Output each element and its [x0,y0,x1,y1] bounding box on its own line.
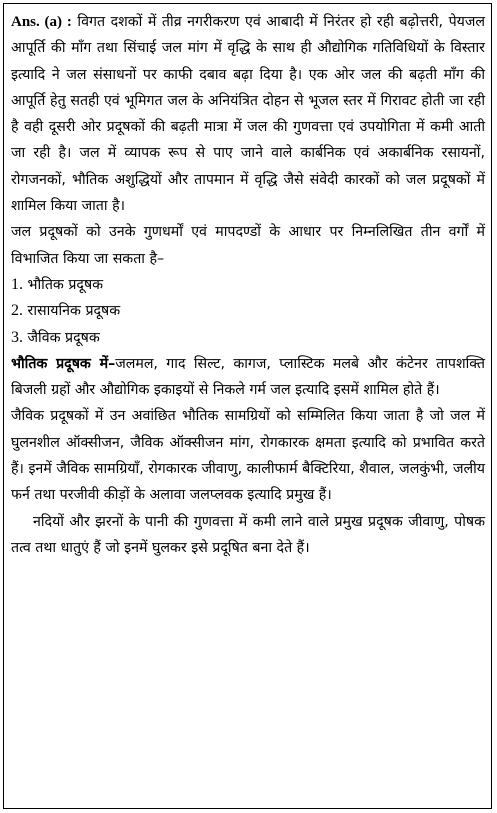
list-item-number: 1. [11,275,23,293]
rivers-paragraph: नदियों और झरनों के पानी की गुणवत्ता में कमी लाने वाले प्रमुख प्रदूषक जीवाणु, पोषक तत्व तथा धातुएं हैं जो इनमें घुलकर इसे प्रदूषित बना देते हैं। [11,513,485,556]
category-list [11,272,485,351]
answer-label: Ans. (a) : [11,14,72,30]
list-item-number: 2. [11,302,23,320]
answer-box [3,3,492,809]
physical-pollutants-paragraph [11,351,485,404]
list-item-label: भौतिक प्रदूषक [27,276,104,293]
classification-intro: जल प्रदूषकों को उनके गुणधर्मों एवं मापदण्डों के आधार पर निम्नलिखित तीन वर्गों में विभाजित किया जा सकता है– [11,224,485,267]
list-item [11,325,485,351]
list-item [11,272,485,298]
intro-text: विगत दशकों में तीव्र नगरीकरण एवं आबादी में निरंतर हो रही बढ़ोत्तरी, पेयजल आपूर्ति की माँग तथा सिंचाई जल मांग में वृद्धि के साथ ही औद्योगिक गतिविधियों के विस्तार इत्यादि ने जल संसाधनों पर काफी दबाव बढ़ा दिया है। एक ओर जल की बढ़ती माँग की आपूर्ति हेतु सतही एवं भूमिगत जल के अनियंत्रित दोहन से भूजल स्तर में गिरावट होती जा रही है वही दूसरी ओर प्रदूषकों की बढ़ती मात्रा में जल की गुणवत्ता एवं उपयोगिता में कमी आती जा रही है। जल में व्यापक रूप से पाए जाने वाले कार्बनिक एवं अकार्बनिक रसायनों, रोगजनकों, भौतिक अशुद्धियों और तापमान में वृद्धि जैसे संवेदी कारकों को जल प्रदूषकों में शामिल किया जाता है। [11,14,486,215]
intro-paragraph [11,9,485,219]
biological-pollutants-paragraph: जैविक प्रदूषकों में उन अवांछित भौतिक सामग्रियों को सम्मिलित किया जाता है जो जल में घुलनशील ऑक्सीजन, जैविक ऑक्सीजन मांग, रोगकारक क्षमता इत्यादि को प्रभावित करते हैं। इनमें जैविक सामग्रियाँ, रोगकारक जीवाणु, कालीफार्म बैक्टिरिया, शैवाल, जलकुंभी, जलीय फर्न तथा परजीवी कीड़ों के अलावा जलप्लवक इत्यादि प्रमुख हैं। [11,408,485,504]
physical-pollutants-heading: भौतिक प्रदूषक में– [11,355,116,372]
list-item-label: रासायनिक प्रदूषक [27,303,121,320]
list-item [11,298,485,324]
physical-pollutants-text: जलमल, गाद सिल्ट, कागज, प्लास्टिक मलबे और कंटेनर तापशक्ति बिजली ग्रहों और औद्योगिक इकाइयों से निकले गर्म जल इत्यादि इसमें शामिल होते हैं। [11,355,486,399]
list-item-label: जैविक प्रदूषक [27,329,100,346]
list-item-number: 3. [11,328,23,346]
